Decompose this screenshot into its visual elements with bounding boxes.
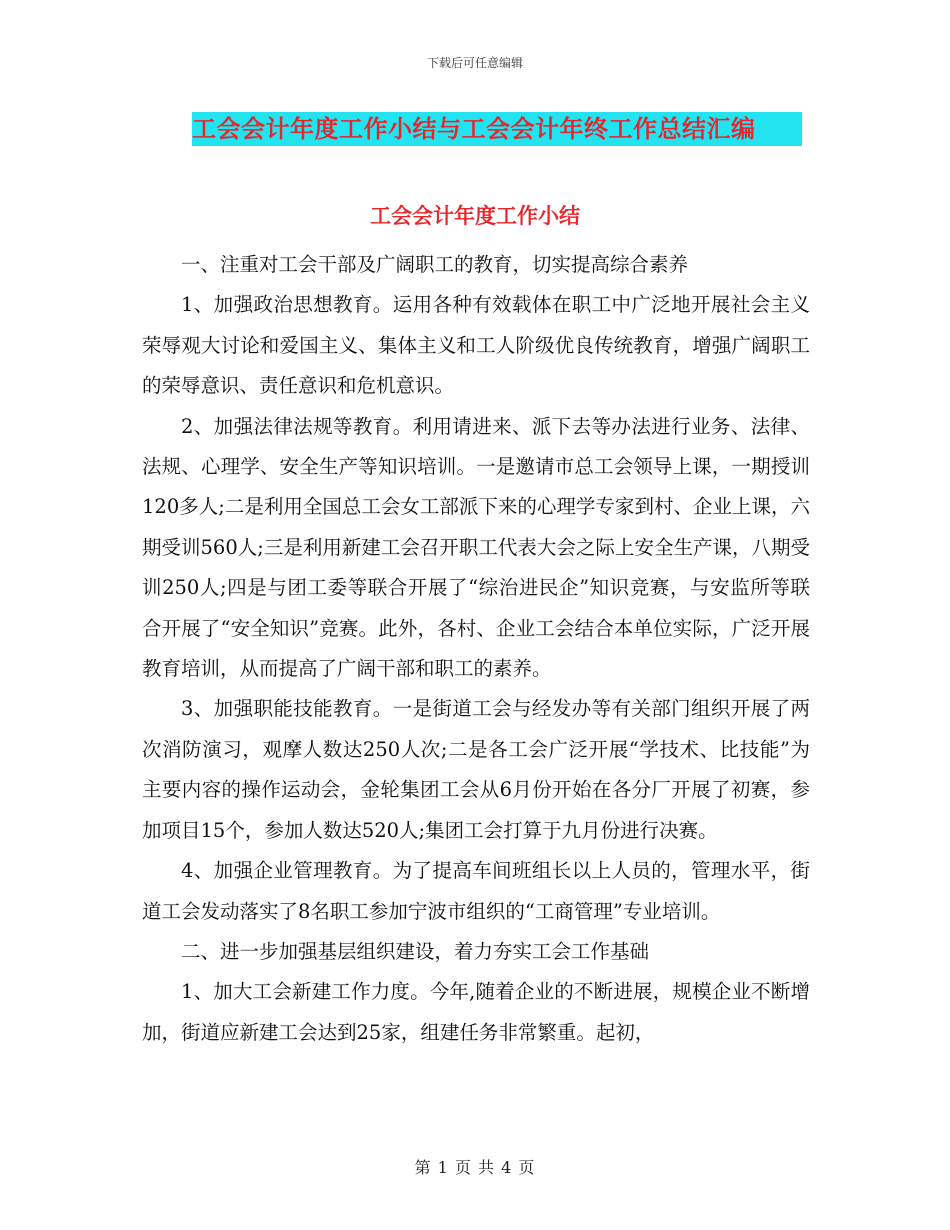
paragraph: 1、加大工会新建工作力度。今年,随着企业的不断进展，规模企业不断增加，街道应新建工会达到25家，组建任务非常繁重。起初， [142,980,810,1044]
document-main-title: 工会会计年度工作小结与工会会计年终工作总结汇编 [192,112,802,146]
paragraph-heading-1: 一、注重对工会干部及广阔职工的教育，切实提高综合素养 [181,253,689,276]
page-number: 第 1 页 共 4 页 [414,1158,536,1177]
paragraph-heading-2: 二、进一步加强基层组织建设，着力夯实工会工作基础 [181,939,650,963]
document-body [142,245,810,1053]
paragraph: 4、加强企业管理教育。为了提高车间班组长以上人员的，管理水平，街道工会发动落实了8名职工参加宁波市组织的“工商管理”专业培训。 [142,859,810,923]
header-note: 下载后可任意编辑 [426,56,523,70]
section-title: 工会会计年度工作小结 [370,204,580,228]
paragraph: 2、加强法律法规等教育。利用请进来、派下去等办法进行业务、法律、法规、心理学、安全生产等知识培训。一是邀请市总工会领导上课，一期授训120多人;二是利用全国总工会女工部派下来的心理学专家到村、企业上课，六期受训560人;三是利用新建工会召开职工代表大会之际上安全生产课，八期受训250人;四是与团工委等联合开展了“综治进民企”知识竞赛，与安监所等联合开展了“安全知识”竞赛。此外，各村、企业工会结合本单位实际，广泛开展教育培训，从而提高了广阔干部和职工的素养。 [142,414,810,681]
paragraph: 1、加强政治思想教育。运用各种有效载体在职工中广泛地开展社会主义荣辱观大讨论和爱国主义、集体主义和工人阶级优良传统教育，增强广阔职工的荣辱意识、责任意识和危机意识。 [142,293,810,398]
paragraph: 3、加强职能技能教育。一是街道工会与经发办等有关部门组织开展了两次消防演习，观摩人数达250人次;二是各工会广泛开展“学技术、比技能”为主要内容的操作运动会，金轮集团工会从6月份开始在各分厂开展了初赛，参加项目15个，参加人数达520人;集团工会打算于九月份进行决赛。 [142,697,810,842]
